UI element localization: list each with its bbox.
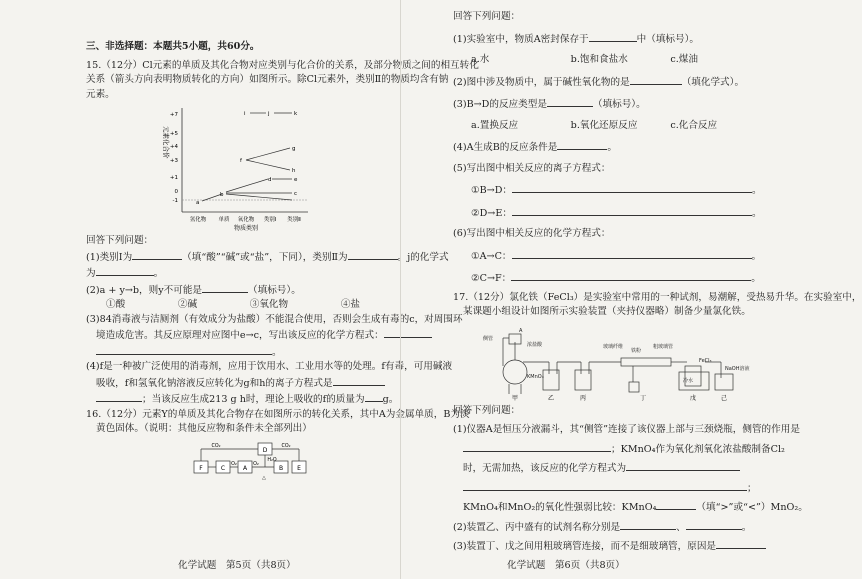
label-o2: O₂ (231, 461, 237, 467)
q16-part-1-options: a.水 b.饱和食盐水 c.煤油 (471, 54, 698, 65)
answer-intro-17: 回答下列问题： (453, 404, 521, 416)
label-iron-powder: 铁粉 (631, 347, 642, 354)
q16-part-3: (3)B→D的反应类型是 （填标号）。 (453, 96, 770, 113)
q16-line-2: 黄色固体。（说明：其他反应物和条件未全部列出） (96, 423, 312, 434)
q16-part-6-item-2: ②C→F： 。 (453, 270, 770, 287)
q17-part-1-line-4: ； (453, 480, 770, 497)
q17-part-1-line-1: (1)仪器A是恒压分液漏斗，其“侧管”连接了该仪器上部与三颈烧瓶，侧管的作用是 (453, 424, 800, 435)
chart-xlabel: 物质类别 (233, 225, 259, 232)
y-tick: +7 (169, 112, 178, 118)
point-i: i (244, 111, 246, 117)
page-footer-5: 化学试题 第5页（共8页） (178, 560, 296, 571)
q15-line-2: 关系（箭头方向表明物质转化的方向）如图所示。除Cl元素外，类别Ⅱ的物质均含有钠 (86, 74, 449, 85)
station-ding: 丁 (639, 394, 647, 402)
valence-class-chart (86, 104, 378, 232)
station-bing: 丙 (579, 394, 587, 402)
q15-part-4-line-3: ；当该反应生成213 g h时，理论上吸收的f的质量为 g。 (86, 391, 378, 408)
q17-line-2: 某课题小组设计如图所示实验装置（夹持仪器略）制备少量氯化铁。 (463, 306, 751, 317)
station-wu: 戊 (689, 394, 697, 402)
answer-intro-15: 回答下列问题： (86, 235, 154, 246)
q16-part-6: (6)写出图中相关反应的化学方程式： (453, 228, 611, 239)
x-tick: 氧化物 (237, 217, 255, 223)
point-g: g (292, 146, 296, 152)
q16-part-4: (4)A生成B的反应条件是 。 (453, 139, 770, 156)
station-jia: 甲 (511, 394, 519, 402)
q15-part-1: (1)类别Ⅰ为 （填“酸”“碱”或“盐”，下同），类别Ⅱ为 。j的化学式 (86, 249, 378, 266)
node-A: A (242, 464, 248, 472)
station-ji: 己 (720, 394, 728, 402)
q17-part-3: (3)装置丁、戊之间用粗玻璃管连接，而不是细玻璃管，原因是 (453, 538, 770, 555)
page-footer-6: 化学试题 第6页（共8页） (507, 560, 625, 571)
node-D: D (262, 446, 268, 454)
label-h2o: H₂O (267, 457, 277, 463)
x-tick: 类别Ⅱ (287, 217, 301, 223)
page-6 (400, 0, 862, 579)
q16-part-6-item-1: ①A→C： 。 (453, 248, 770, 265)
q17-part-2: (2)装置乙、丙中盛有的试剂名称分别是 、 。 (453, 519, 770, 536)
section-title: 三、非选择题：本题共5小题，共60分。 (86, 41, 260, 52)
x-tick: 氢化物 (189, 217, 207, 223)
y-tick: +4 (169, 144, 178, 150)
point-a: a (196, 200, 200, 206)
x-tick: 类别Ⅰ (263, 217, 277, 223)
q16-transformation-diagram (86, 439, 378, 483)
point-h: h (292, 168, 296, 174)
label-o2-2: O₂ (253, 461, 259, 467)
y-tick: 0 (174, 189, 178, 195)
label-a: A (519, 327, 523, 334)
node-B: B (278, 464, 284, 472)
point-c: c (294, 191, 298, 197)
q15-part-3-blank: 。 (86, 344, 378, 361)
q17-part-1-line-5: KMnO₄和MnO₂的氧化性强弱比较：KMnO₄ （填“>”或“<”）MnO₂。 (453, 499, 770, 516)
y-tick: -1 (172, 198, 178, 204)
q16-part-2: (2)图中涉及物质中，属于碱性氧化物的是 （填化学式）。 (453, 74, 770, 91)
q17-apparatus-figure (453, 322, 771, 402)
label-conc-hcl: 浓盐酸 (527, 341, 543, 348)
q16-part-5-item-2: ②D→E： 。 (453, 205, 770, 222)
point-e: e (294, 177, 298, 183)
q16-line-1: 16.（12分）元素Y的单质及其化合物存在如图所示的转化关系，其中A为金属单质，B为淡 (86, 408, 470, 420)
q16-part-1: (1)实验室中，物质A密封保存于 中（填标号）。 (453, 31, 770, 48)
q17-line-1: 17.（12分）氯化铁（FeCl₃）是实验室中常用的一种试剂，易潮解，受热易升华。在实验室中， (453, 291, 862, 303)
q15-part-4-line-2: 吸收，f和氢氧化钠溶液反应转化为g和h的离子方程式是 (86, 375, 378, 392)
q15-part-3-line-1: (3)84消毒液与洁厕剂（有效成分为盐酸）不能混合使用，否则会生成有毒的c，对周围环 (86, 313, 463, 325)
answer-intro-16: 回答下列问题： (453, 11, 521, 22)
q17-part-1-line-3: 时，无需加热，该反应的化学方程式为 (453, 460, 770, 477)
label-kmno4: KMnO₄ (527, 373, 544, 380)
label-thick-tube: 粗玻璃管 (653, 343, 674, 350)
point-k: k (294, 111, 298, 117)
q15-line-3: 元素。 (86, 88, 115, 100)
point-j: j (268, 111, 270, 117)
point-d: d (268, 177, 272, 183)
q15-part-4-line-1: (4)f是一种被广泛使用的消毒剂，应用于饮用水、工业用水等的处理。f有毒，可用碱液 (86, 361, 453, 372)
node-F: F (199, 464, 203, 472)
label-glass-fiber: 玻璃纤维 (603, 343, 624, 350)
label-fecl3: FeCl₃ (699, 357, 712, 364)
chart-ylabel: 元素化合价 (162, 126, 170, 159)
x-tick: 单质 (218, 217, 230, 223)
label-co2: CO₂ (211, 443, 221, 449)
station-yi: 乙 (547, 394, 555, 402)
q15-part-2-options: ①酸 ②碱 ③氧化物 ④盐 (106, 299, 360, 310)
node-E: E (297, 464, 301, 472)
node-C: C (220, 464, 226, 472)
label-heat: △ (262, 475, 266, 481)
y-tick: +5 (169, 131, 178, 137)
q15-part-2: (2)a + y→b，则y不可能是 （填标号）。 (86, 282, 378, 299)
label-cold-water: 冷水 (683, 377, 694, 384)
label-side-tube: 侧管 (483, 335, 494, 342)
y-tick: +1 (169, 175, 178, 181)
q15-line-1: 15.（12分）Cl元素的单质及其化合物对应类别与化合价的关系，及部分物质之间的相互转化 (86, 59, 479, 71)
point-f: f (240, 158, 242, 164)
label-naoh: NaOH溶液 (725, 365, 750, 372)
point-b: b (220, 192, 224, 198)
q16-part-5-item-1: ①B→D： 。 (453, 182, 770, 199)
label-co2-2: CO₂ (281, 443, 291, 449)
q17-part-1-line-2: ；KMnO₄作为氧化剂氧化浓盐酸制备Cl₂ (453, 441, 770, 458)
q15-part-1b: 为 。 (86, 265, 378, 282)
q16-part-5: (5)写出图中相关反应的离子方程式： (453, 162, 611, 174)
q16-part-3-options: a.置换反应 b.氧化还原反应 c.化合反应 (471, 119, 718, 131)
y-tick: +3 (169, 158, 178, 164)
q15-part-3-line-2: 境造成危害。其反应原理对应图中e→c，写出该反应的化学方程式： (86, 327, 378, 344)
